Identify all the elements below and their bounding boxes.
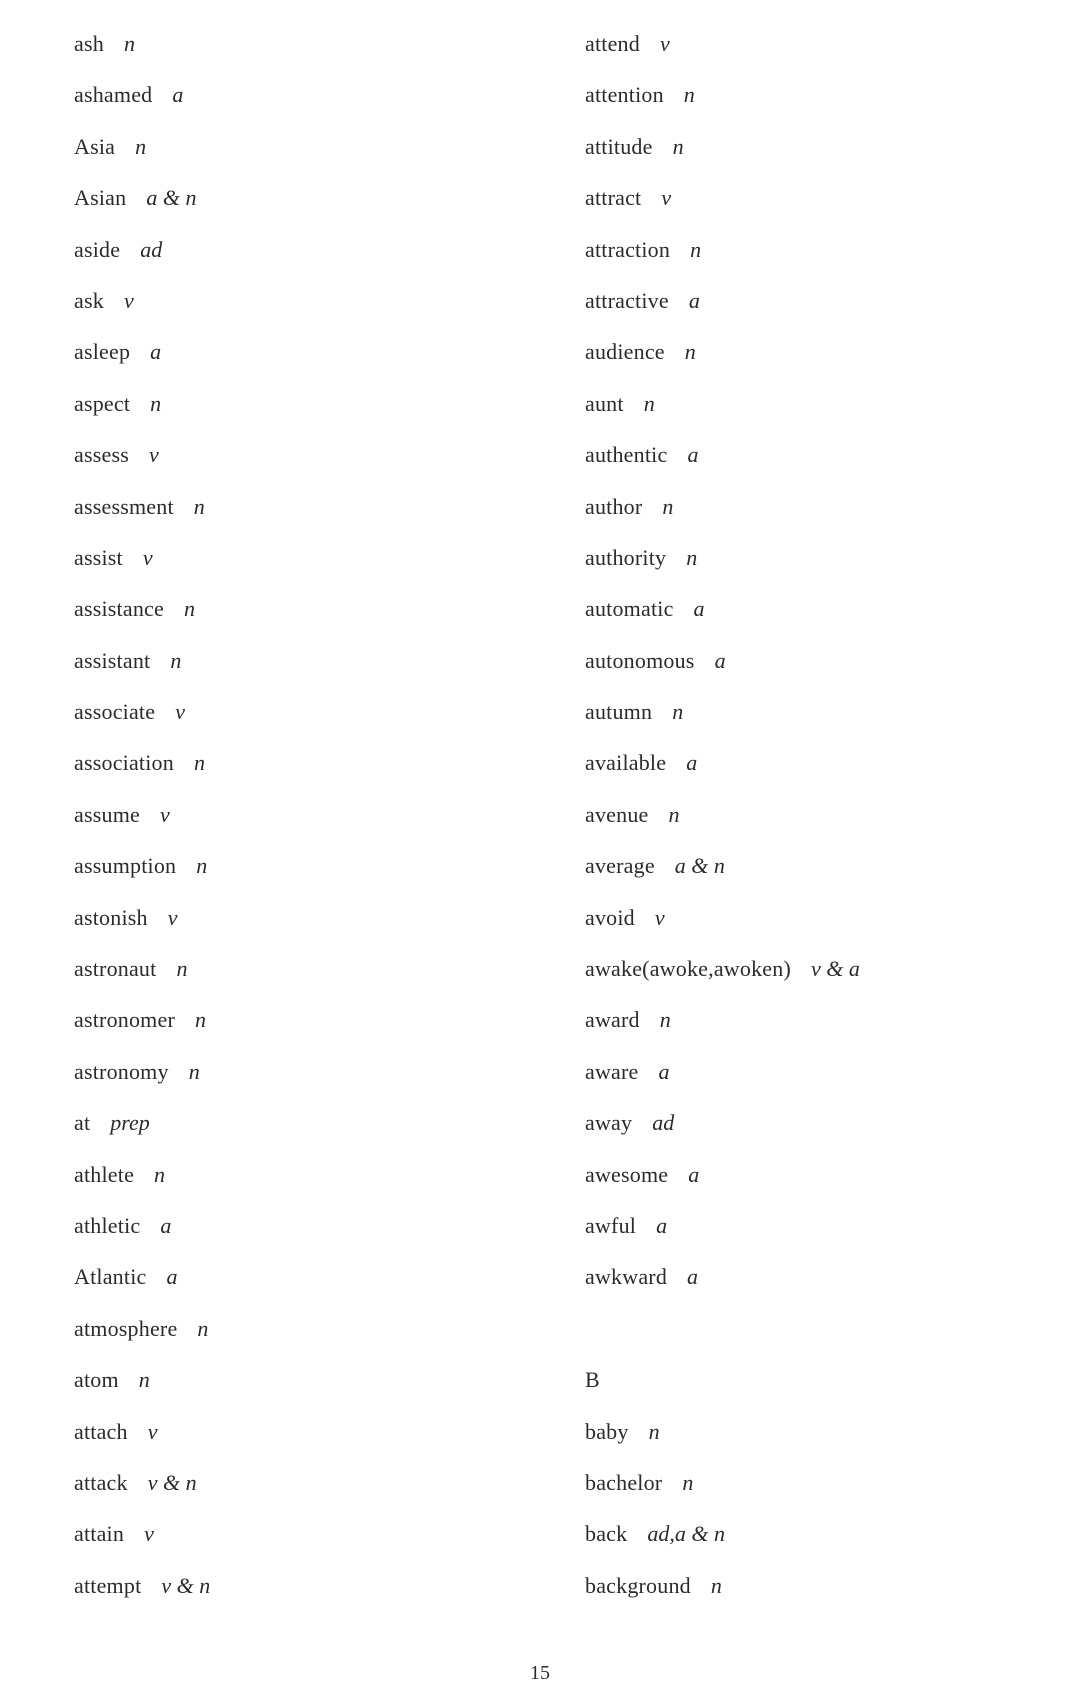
list-item xyxy=(585,949,860,1000)
list-item xyxy=(74,641,210,692)
list-item xyxy=(585,230,860,281)
list-item xyxy=(585,435,860,486)
entry-word: associate xyxy=(74,699,156,725)
entry-pos: n xyxy=(683,82,695,108)
entry-pos: a & n xyxy=(674,853,725,879)
entry-word: attempt xyxy=(74,1572,142,1598)
list-item xyxy=(74,1155,210,1206)
entry-word: association xyxy=(74,750,174,776)
entry-pos: n xyxy=(659,1007,671,1033)
entry-pos: v xyxy=(659,31,670,56)
entry-word: attitude xyxy=(585,133,653,159)
list-item xyxy=(74,1463,210,1514)
entry-word: author xyxy=(585,493,643,519)
list-item xyxy=(74,1514,210,1565)
list-item xyxy=(585,332,860,383)
entry-word: astronaut xyxy=(74,956,157,982)
entry-pos: n xyxy=(150,390,162,416)
entry-pos: n xyxy=(183,596,195,622)
left-column xyxy=(74,24,210,1617)
list-item xyxy=(74,487,210,538)
list-item xyxy=(74,692,210,743)
entry-word: avenue xyxy=(585,801,649,827)
section-heading-b xyxy=(585,1360,860,1411)
list-item xyxy=(74,230,210,281)
right-column xyxy=(585,24,860,1617)
list-item xyxy=(74,384,210,435)
list-item xyxy=(585,589,860,640)
entry-pos: ad xyxy=(652,1110,675,1136)
entry-pos: v xyxy=(147,1418,158,1444)
list-item xyxy=(585,127,860,178)
entry-pos: n xyxy=(682,1469,694,1495)
entry-pos: n xyxy=(686,544,698,570)
entry-word: awesome xyxy=(585,1161,669,1187)
entry-word: autonomous xyxy=(585,647,695,673)
entry-pos: n xyxy=(193,750,205,776)
entry-pos: v xyxy=(123,287,134,313)
entry-word: aside xyxy=(74,236,121,262)
entry-pos: n xyxy=(176,956,188,982)
entry-word: asleep xyxy=(74,339,131,365)
entry-word: Atlantic xyxy=(74,1264,147,1290)
entry-word: atom xyxy=(74,1367,119,1393)
entry-pos: n xyxy=(648,1418,660,1444)
entry-word: attractive xyxy=(585,287,669,313)
list-item xyxy=(74,743,210,794)
entry-pos: v & n xyxy=(161,1572,211,1598)
entry-pos: n xyxy=(123,31,135,56)
entry-pos: n xyxy=(197,1315,209,1341)
list-item xyxy=(74,949,210,1000)
entry-pos: a xyxy=(658,1058,670,1084)
entry-word: back xyxy=(585,1521,628,1547)
entry-pos: a xyxy=(714,647,726,673)
entry-word: aspect xyxy=(74,390,131,416)
list-item xyxy=(74,1566,210,1617)
entry-word: awkward xyxy=(585,1264,668,1290)
entry-word: baby xyxy=(585,1418,629,1444)
entry-pos: v xyxy=(167,904,178,930)
list-item xyxy=(585,1155,860,1206)
list-item xyxy=(74,24,210,75)
entry-pos: a xyxy=(172,82,184,108)
entry-pos: a xyxy=(687,1264,699,1290)
list-item xyxy=(74,1052,210,1103)
list-item xyxy=(74,589,210,640)
entry-pos: v xyxy=(175,699,185,725)
entry-word: attend xyxy=(585,31,640,56)
entry-word: athletic xyxy=(74,1212,141,1238)
entry-pos: v & n xyxy=(147,1469,197,1495)
list-item xyxy=(585,1000,860,1051)
entry-word: Asian xyxy=(74,185,127,211)
entry-pos: n xyxy=(170,647,182,673)
list-item xyxy=(585,1052,860,1103)
entry-word: ashamed xyxy=(74,82,153,108)
entry-pos: n xyxy=(684,339,696,365)
entry-word: audience xyxy=(585,339,665,365)
entry-word: award xyxy=(585,1007,640,1033)
list-item xyxy=(74,178,210,229)
entry-word: assist xyxy=(74,544,123,570)
entry-pos: n xyxy=(194,1007,206,1033)
entry-pos: a xyxy=(166,1264,178,1290)
list-item xyxy=(74,281,210,332)
list-item xyxy=(74,127,210,178)
entry-pos: n xyxy=(672,699,684,725)
blank-line xyxy=(585,1309,860,1360)
entry-pos: v & a xyxy=(810,956,860,982)
entry-word: awake(awoke,awoken) xyxy=(585,956,791,982)
entry-pos: n xyxy=(668,801,680,827)
list-item xyxy=(585,1463,860,1514)
list-item xyxy=(74,538,210,589)
list-item xyxy=(585,281,860,332)
entry-pos: a xyxy=(693,596,705,622)
entry-word: astronomy xyxy=(74,1058,169,1084)
entry-word: avoid xyxy=(585,904,635,930)
entry-word: bachelor xyxy=(585,1469,663,1495)
list-item xyxy=(74,1206,210,1257)
list-item xyxy=(585,641,860,692)
list-item xyxy=(585,1412,860,1463)
list-item xyxy=(585,178,860,229)
entry-word: athlete xyxy=(74,1161,135,1187)
list-item xyxy=(74,1257,210,1308)
list-item xyxy=(585,538,860,589)
entry-pos: a xyxy=(687,442,699,468)
entry-pos: n xyxy=(154,1161,166,1187)
entry-pos: n xyxy=(690,236,702,262)
list-item xyxy=(74,1309,210,1360)
list-item xyxy=(585,1103,860,1154)
list-item xyxy=(585,1514,860,1565)
entry-word: attraction xyxy=(585,236,671,262)
entry-word: authority xyxy=(585,544,667,570)
entry-word: assistance xyxy=(74,596,164,622)
list-item xyxy=(74,435,210,486)
list-item xyxy=(585,487,860,538)
entry-word: aware xyxy=(585,1058,639,1084)
entry-word: attention xyxy=(585,82,664,108)
entry-pos: n xyxy=(662,493,674,519)
entry-word: available xyxy=(585,750,667,776)
entry-pos: a xyxy=(688,287,700,313)
entry-word: attack xyxy=(74,1469,128,1495)
list-item xyxy=(585,384,860,435)
entry-pos: n xyxy=(196,853,208,879)
list-item xyxy=(585,75,860,126)
page-number: 15 xyxy=(530,1662,550,1684)
list-item xyxy=(585,898,860,949)
entry-pos: v xyxy=(142,544,153,570)
list-item xyxy=(585,743,860,794)
entry-word: astronomer xyxy=(74,1007,175,1033)
list-item xyxy=(74,846,210,897)
entry-word: ash xyxy=(74,31,104,56)
entry-pos: v xyxy=(661,185,672,211)
entry-word: aunt xyxy=(585,390,624,416)
entry-pos: a xyxy=(688,1161,700,1187)
entry-pos: prep xyxy=(110,1110,150,1136)
list-item xyxy=(74,1360,210,1411)
entry-pos: n xyxy=(135,133,147,159)
entry-word: ask xyxy=(74,287,104,313)
entry-pos: a xyxy=(686,750,698,776)
entry-word: awful xyxy=(585,1212,637,1238)
list-item xyxy=(74,1412,210,1463)
list-item xyxy=(585,1257,860,1308)
entry-word: Asia xyxy=(74,133,116,159)
entry-pos: n xyxy=(138,1367,150,1393)
entry-pos: ad,a & n xyxy=(647,1521,725,1547)
entry-pos: a xyxy=(160,1212,172,1238)
list-item xyxy=(74,795,210,846)
entry-pos: n xyxy=(672,133,684,159)
entry-pos: n xyxy=(188,1058,200,1084)
entry-word: automatic xyxy=(585,596,674,622)
entry-word: assessment xyxy=(74,493,174,519)
list-item xyxy=(585,846,860,897)
entry-pos: n xyxy=(710,1572,722,1598)
entry-pos: n xyxy=(643,390,655,416)
list-item xyxy=(585,1206,860,1257)
list-item xyxy=(585,795,860,846)
entry-word: astonish xyxy=(74,904,148,930)
entry-word: at xyxy=(74,1110,91,1136)
entry-pos: n xyxy=(193,493,205,519)
list-item xyxy=(74,332,210,383)
section-letter: B xyxy=(585,1367,600,1393)
entry-word: attain xyxy=(74,1521,125,1547)
entry-word: assess xyxy=(74,442,129,468)
entry-word: background xyxy=(585,1572,691,1598)
entry-word: authentic xyxy=(585,442,668,468)
entry-word: atmosphere xyxy=(74,1315,178,1341)
entry-word: attach xyxy=(74,1418,128,1444)
list-item xyxy=(74,898,210,949)
entry-word: away xyxy=(585,1110,633,1136)
entry-pos: v xyxy=(654,904,665,930)
entry-pos: a xyxy=(150,339,162,365)
entry-pos: v xyxy=(159,801,170,827)
list-item xyxy=(74,1103,210,1154)
list-item xyxy=(585,692,860,743)
entry-word: average xyxy=(585,853,655,879)
entry-pos: a xyxy=(656,1212,668,1238)
list-item xyxy=(585,1566,860,1617)
entry-word: assumption xyxy=(74,853,177,879)
list-item xyxy=(74,1000,210,1051)
list-item xyxy=(74,75,210,126)
entry-word: autumn xyxy=(585,699,653,725)
entry-pos: v xyxy=(144,1521,154,1547)
list-item xyxy=(585,24,860,75)
entry-word: assistant xyxy=(74,647,151,673)
entry-pos: v xyxy=(148,442,159,468)
entry-word: assume xyxy=(74,801,140,827)
entry-word: attract xyxy=(585,185,642,211)
entry-pos: ad xyxy=(140,236,163,262)
entry-pos: a & n xyxy=(146,185,197,211)
